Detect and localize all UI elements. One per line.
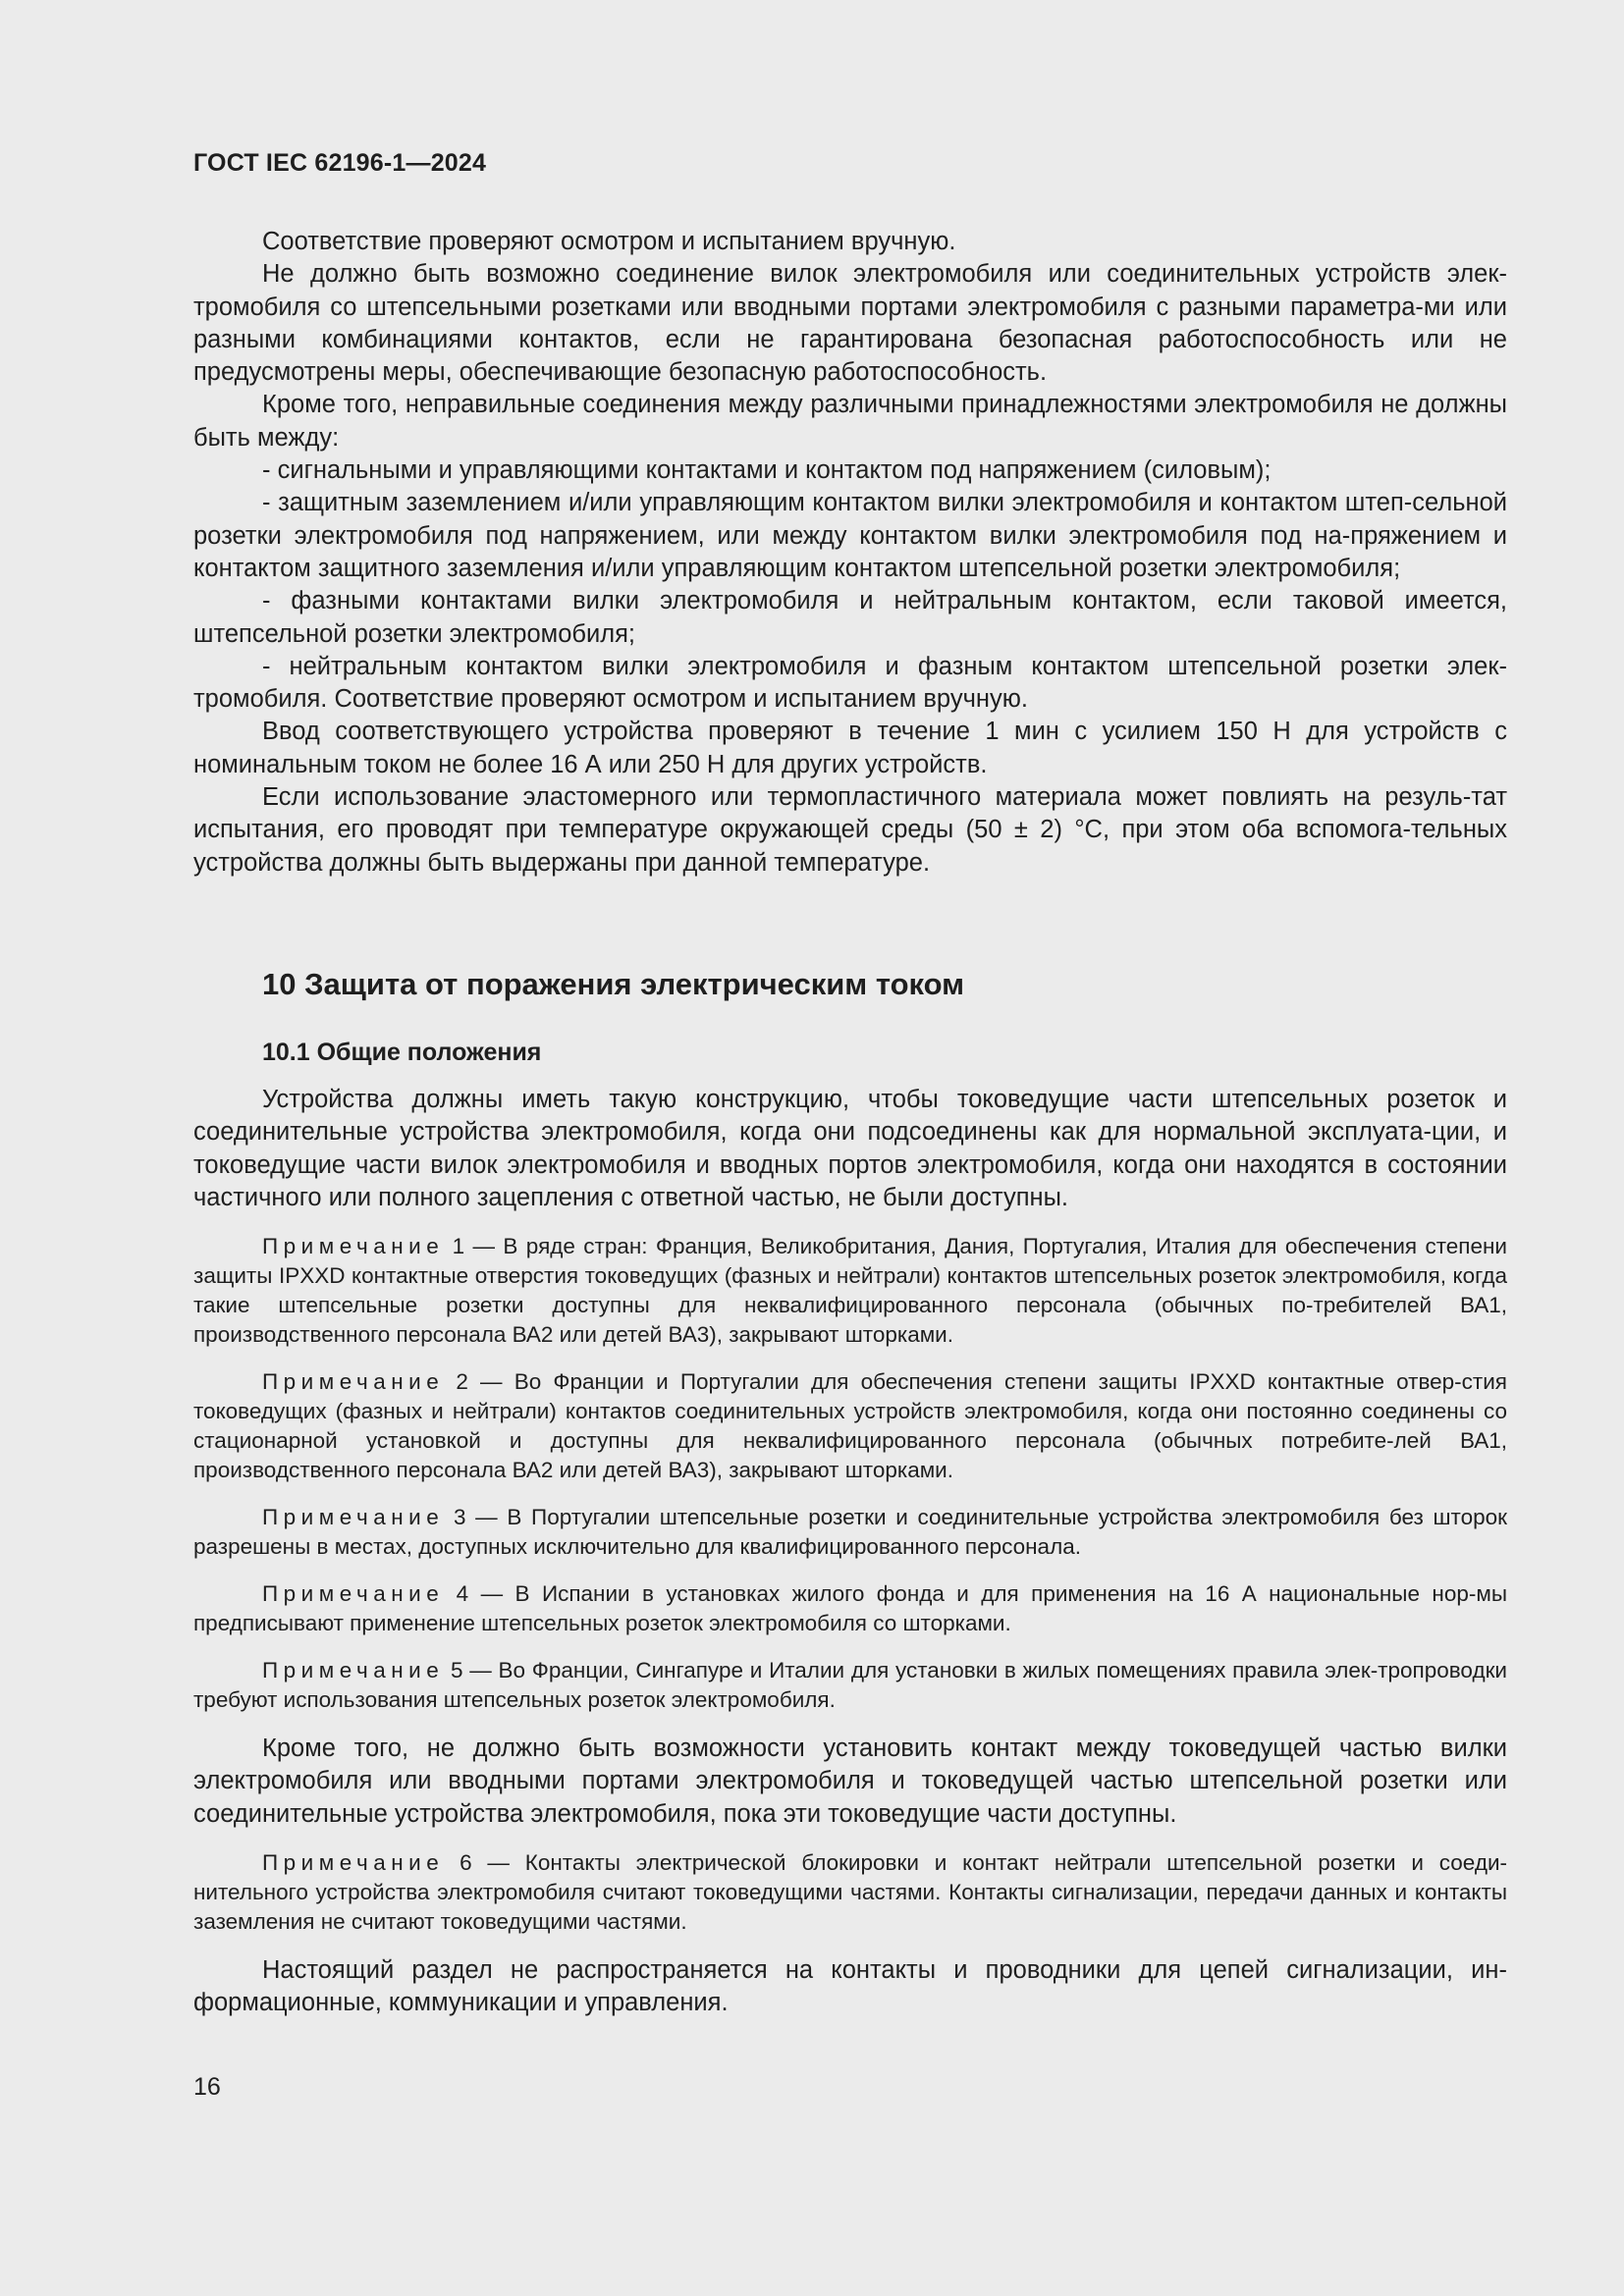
note [193,1503,1507,1562]
subsection-heading: 10.1 Общие положения [262,1039,542,1066]
note-text: В Португалии штепсельные розетки и соединительные устройства электромобиля без шторок разрешены в местах, доступных исключительно для квалифицированного персонала. [193,1505,1507,1560]
note [193,1367,1507,1485]
paragraph: Кроме того, не должно быть возможности установить контакт между токоведущей частью вилки электромобиля или вводными портами электромобиля и токоведущей частью штепсельной розетки или соединительные устройства электромобиля, пока эти токоведущие части доступны. [193,1735,1507,1828]
note-text: В ряде стран: Франция, Великобритания, Дания, Португалия, Италия для обеспечения степени защиты IPXXD контактные отверстия токоведущих (фазных и нейтрали) контактов штепсельных розеток электромобиля, когда такие штепсельные розетки доступны для неквалифицированного персонала (обычных по-требителей ВА1, производственного персонала ВА2 или детей ВА3), закрывают шторками. [193,1234,1507,1348]
paragraph: Ввод соответствующего устройства проверяют в течение 1 мин с усилием 150 Н для устройств с номинальным током не более 16 А или 250 Н для других устройств. [193,718,1507,778]
list-item: - фазными контактами вилки электромобиля и нейтральным контактом, если таковой имеется, штепсельной розетки электромобиля; [193,587,1507,648]
note-number: 6 — [460,1850,510,1876]
section-heading: 10 Защита от поражения электрическим током [262,967,965,1001]
note-text: Во Франции и Португалии для обеспечения степени защиты IPXXD контактные отвер-стия токоведущих (фазных и нейтрали) контактов соединительных устройств электромобиля, когда они постоянно соединены со стационарной установкой и доступны для неквалифицированного персонала (обычных потребите-лей ВА1, производственного персонала ВА2 или детей ВА3), закрывают шторками. [193,1369,1507,1483]
note [193,1579,1507,1638]
paragraph: Кроме того, неправильные соединения между различными принадлежностями электромобиля не должны быть между: [193,391,1507,452]
note-label: Примечание [262,1234,445,1259]
note-label: Примечание [262,1850,445,1876]
note [193,1848,1507,1937]
note [193,1232,1507,1350]
note-label: Примечание [262,1369,445,1395]
section-text-block [193,1084,1507,2020]
paragraph: Соответствие проверяют осмотром и испытанием вручную. [262,228,956,255]
note-label: Примечание [262,1658,445,1683]
note-number: 1 — [452,1234,496,1259]
paragraph: Если использование эластомерного или термопластичного материала может повлиять на резуль-тат испытания, его проводят при температуре окружающей среды (50 ± 2) °С, при этом оба вспомога-тельных устройства должны быть выдержаны при данной температуре. [193,783,1507,877]
note-label: Примечание [262,1581,445,1607]
list-item: - сигнальными и управляющими контактами и контактом под напряжением (силовым); [262,456,1272,485]
intro-text-block [193,226,1507,880]
note-number: 5 — [450,1658,492,1683]
note [193,1656,1507,1715]
paragraph: Не должно быть возможно соединение вилок электромобиля или соединительных устройств элек-тромобиля со штепсельными розетками или вводными портами электромобиля с разными параметра-ми или разными комбинациями контактов, если не гарантирована безопасная работоспособность или не предусмотрены меры, обеспечивающие безопасную работоспособность. [193,260,1507,387]
paragraph: Настоящий раздел не распространяется на контакты и проводники для цепей сигнализации, ин-формационные, коммуникации и управления. [193,1956,1507,2017]
note-text: Во Франции, Сингапуре и Италии для установки в жилых помещениях правила элек-тропроводки требуют использования штепсельных розеток электромобиля. [193,1658,1507,1713]
page-number: 16 [193,2073,221,2101]
note-number: 3 — [453,1505,498,1530]
note-text: Контакты электрической блокировки и контакт нейтрали штепсельной розетки и соеди-нительного устройства электромобиля считают токоведущими частями. Контакты сигнализации, передачи данных и контакты заземления не считают токоведущими частями. [193,1850,1508,1935]
note-number: 4 — [456,1581,504,1607]
note-number: 2 — [456,1369,503,1395]
paragraph: Устройства должны иметь такую конструкцию, чтобы токоведущие части штепсельных розеток и соединительные устройства электромобиля, когда они подсоединены как для нормальной эксплуата-ции, и токоведущие части вилок электромобиля и вводных портов электромобиля, когда они находятся в состоянии частичного или полного зацепления с ответной частью, не были доступны. [193,1086,1507,1211]
list-item: - защитным заземлением и/или управляющим контактом вилки электромобиля и контактом штеп-сельной розетки электромобиля под напряжением, или между контактом вилки электромобиля под на-пряжением и контактом защитного заземления и/или управляющим контактом штепсельной розетки электромобиля; [193,489,1507,582]
list-item: - нейтральным контактом вилки электромобиля и фазным контактом штепсельной розетки элек-тромобиля. Соответствие проверяют осмотром и испытанием вручную. [193,652,1507,714]
document-header: ГОСТ IEC 62196-1—2024 [193,149,487,177]
note-label: Примечание [262,1505,445,1530]
note-text: В Испании в установках жилого фонда и для применения на 16 А национальные нор-мы предписывают применение штепсельных розеток электромобиля со шторками. [193,1581,1507,1636]
